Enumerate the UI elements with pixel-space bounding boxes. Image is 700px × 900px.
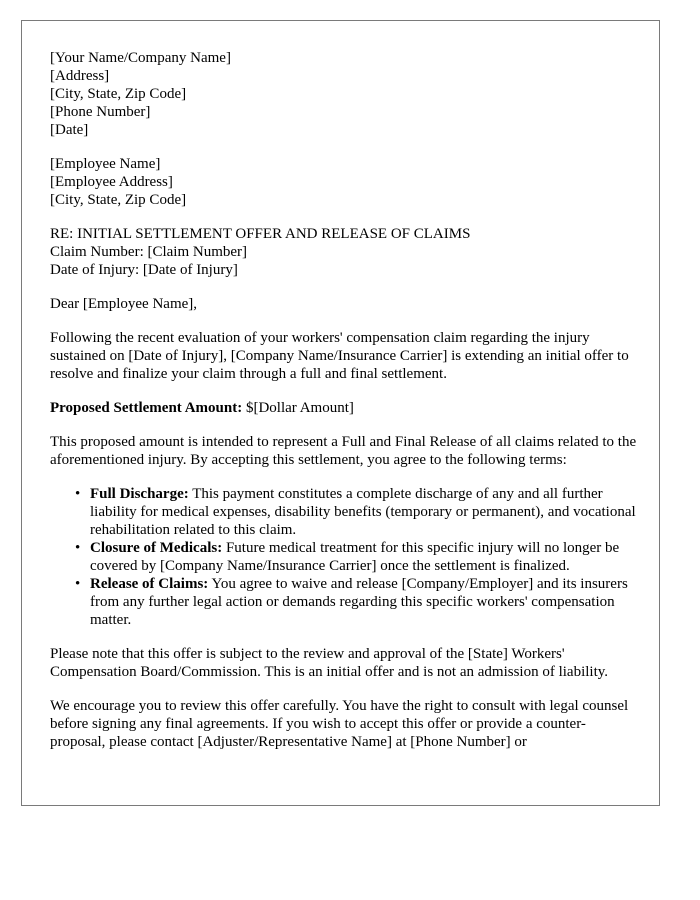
- term-text: Future medical treatment for this specific injury will no longer be covered by [Company Name/Insurance Carrier] once the settlement is finalized.: [90, 540, 620, 574]
- salutation: Dear [Employee Name],: [50, 296, 198, 312]
- terms-list: [50, 485, 640, 629]
- claim-number: Claim Number: [Claim Number]: [50, 244, 248, 260]
- recipient-block: [50, 155, 640, 209]
- sender-city-state-zip: [City, State, Zip Code]: [50, 86, 187, 102]
- bullet-icon: •: [75, 486, 81, 502]
- recipient-city-state-zip: [City, State, Zip Code]: [50, 192, 187, 208]
- terms-intro-paragraph: This proposed amount is intended to represent a Full and Final Release of all claims related to the aforementioned injury. By accepting this settlement, you agree to the following terms:: [50, 434, 637, 468]
- term-title: Closure of Medicals:: [90, 540, 223, 556]
- list-item: [75, 539, 640, 575]
- term-title: Release of Claims:: [90, 576, 209, 592]
- term-text: You agree to waive and release [Company/Employer] and its insurers from any further legal action or demands regarding this specific workers' compensation matter.: [90, 576, 628, 628]
- recipient-name: [Employee Name]: [50, 156, 161, 172]
- subject-line: RE: INITIAL SETTLEMENT OFFER AND RELEASE OF CLAIMS: [50, 226, 471, 242]
- recipient-address: [Employee Address]: [50, 174, 173, 190]
- settlement-amount-value: $[Dollar Amount]: [242, 400, 354, 416]
- closing-paragraph: We encourage you to review this offer carefully. You have the right to consult with legal counsel before signing any final agreements. If you wish to accept this offer or provide a counter-proposal, please contact [Adjuster/Representative Name] at [Phone Number] or: [50, 698, 629, 750]
- bullet-icon: •: [75, 576, 81, 592]
- date-of-injury: Date of Injury: [Date of Injury]: [50, 262, 238, 278]
- term-text: This payment constitutes a complete discharge of any and all further liability for medical expenses, disability benefits (temporary or permanent), and vocational rehabilitation related to this claim.: [90, 486, 636, 538]
- sender-address: [Address]: [50, 68, 110, 84]
- sender-phone: [Phone Number]: [50, 104, 151, 120]
- approval-note-paragraph: Please note that this offer is subject to the review and approval of the [State] Workers' Compensation Board/Commission. This is an initial offer and is not an admission of liability.: [50, 646, 609, 680]
- settlement-amount-label: Proposed Settlement Amount:: [50, 400, 243, 416]
- term-title: Full Discharge:: [90, 486, 189, 502]
- letter-body: [50, 49, 640, 767]
- subject-block: [50, 225, 640, 279]
- intro-paragraph: Following the recent evaluation of your workers' compensation claim regarding the injury sustained on [Date of Injury], [Company Name/Insurance Carrier] is extending an initial offer to resolve and finalize your claim through a full and final settlement.: [50, 330, 629, 382]
- list-item: [75, 485, 640, 539]
- bullet-icon: •: [75, 540, 81, 556]
- sender-block: [50, 49, 640, 139]
- settlement-amount: [50, 399, 640, 417]
- list-item: [75, 575, 640, 629]
- letter-page: [21, 20, 660, 806]
- letter-date: [Date]: [50, 122, 89, 138]
- sender-name: [Your Name/Company Name]: [50, 50, 231, 66]
